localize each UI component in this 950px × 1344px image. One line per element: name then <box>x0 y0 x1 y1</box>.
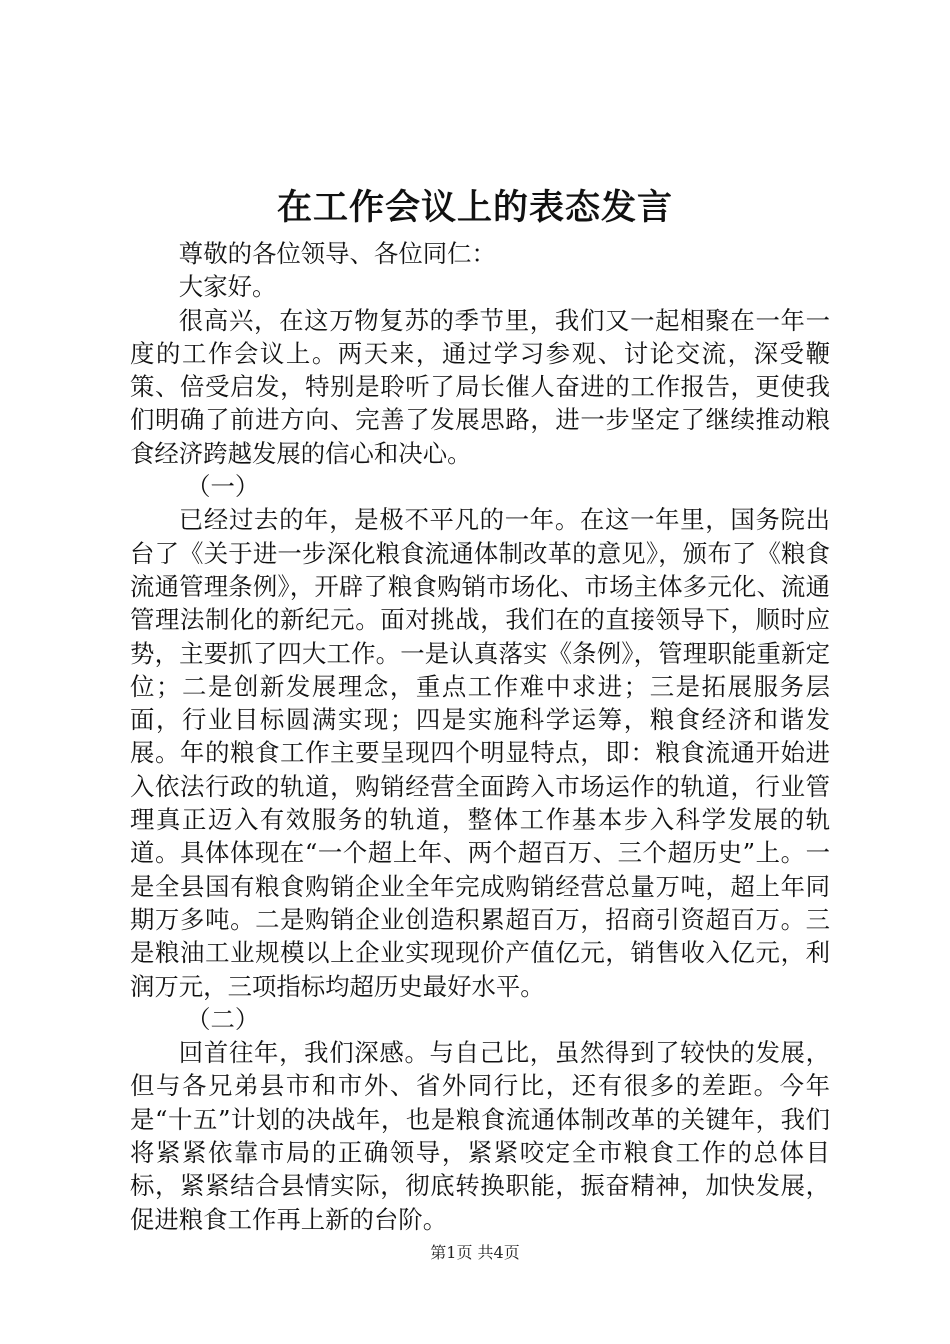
salutation: 尊敬的各位领导、各位同仁： <box>178 239 496 268</box>
document-title: 在工作会议上的表态发言 <box>276 187 673 228</box>
document-body <box>130 237 830 1236</box>
page-footer: 第1页 共4页 <box>430 1243 520 1262</box>
paragraph-review: 已经过去的年，是极不平凡的一年。在这一年里，国务院出台了《关于进一步深化粮食流通体制改革的意见》，颁布了《粮食流通管理条例》，开辟了粮食购销市场化、市场主体多元化、流通管理法制化的新纪元。面对挑战，我们在的直接领导下，顺时应势，主要抓了四大工作。一是认真落实《条例》，管理职能重新定位；二是创新发展理念，重点工作难中求进；三是拓展服务层面，行业目标圆满实现；四是实施科学运筹，粮食经济和谐发展。年的粮食工作主要呈现四个明显特点，即：粮食流通开始进入依法行政的轨道，购销经营全面跨入市场运作的轨道，行业管理真正迈入有效服务的轨道，整体工作基本步入科学发展的轨道。具体体现在“一个超上年、两个超百万、三个超历史”上。一是全县国有粮食购销企业全年完成购销经营总量万吨，超上年同期万多吨。二是购销企业创造积累超百万，招商引资超百万。三是粮油工业规模以上企业实现现价产值亿元，销售收入亿元，利润万元，三项指标均超历史最好水平。 <box>130 505 830 1001</box>
section-heading-2: （二） <box>186 1004 260 1034</box>
greeting: 大家好。 <box>178 272 277 302</box>
paragraph-outlook: 回首往年，我们深感。与自己比，虽然得到了较快的发展，但与各兄弟县市和市外、省外同行比，还有很多的差距。今年是“十五”计划的决战年，也是粮食流通体制改革的关键年，我们将紧紧依靠市局的正确领导，紧紧咬定全市粮食工作的总体目标，紧紧结合县情实际，彻底转换职能，振奋精神，加快发展，促进粮食工作再上新的台阶。 <box>130 1038 830 1234</box>
section-heading-1: （一） <box>186 472 260 502</box>
paragraph-intro: 很高兴，在这万物复苏的季节里，我们又一起相聚在一年一度的工作会议上。两天来，通过学习参观、讨论交流，深受鞭策、倍受启发，特别是聆听了局长催人奋进的工作报告，更使我们明确了前进方向、完善了发展思路，进一步坚定了继续推动粮食经济跨越发展的信心和决心。 <box>130 305 830 468</box>
